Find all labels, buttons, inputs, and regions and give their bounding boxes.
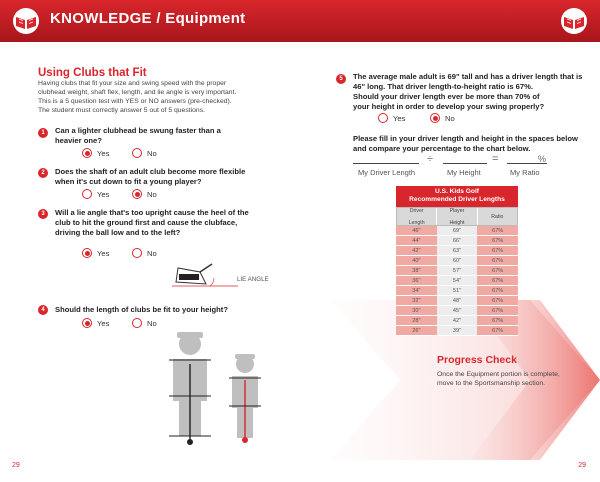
no-option[interactable] bbox=[430, 113, 455, 123]
header-word: Driver bbox=[409, 207, 424, 214]
driver-length-caption: My Driver Length bbox=[358, 168, 416, 177]
question-line: heavier one? bbox=[55, 136, 102, 145]
no-option[interactable] bbox=[132, 148, 157, 158]
height-caption: My Height bbox=[447, 168, 481, 177]
question-line: Should your driver length ever be more than 70% of bbox=[353, 92, 540, 101]
table-title-line: U.S. Kids Golf bbox=[435, 188, 479, 195]
radio-button[interactable] bbox=[132, 248, 142, 258]
intro-line: clubhead weight, shaft flex, length, and lie angle is very important. bbox=[38, 89, 237, 96]
column-header bbox=[437, 208, 477, 225]
option-label: No bbox=[147, 148, 157, 158]
yes-option[interactable] bbox=[378, 113, 405, 123]
book-icon bbox=[558, 7, 590, 35]
book-icon bbox=[10, 7, 42, 35]
page-header bbox=[0, 0, 600, 42]
page-number-left: 29 bbox=[12, 462, 20, 469]
instruction-line: and compare your percentage to the chart below. bbox=[353, 144, 531, 153]
table-cell: 67% bbox=[477, 286, 518, 295]
table-cell: 67% bbox=[477, 256, 518, 265]
table-cell: 34" bbox=[396, 286, 437, 295]
no-option[interactable] bbox=[132, 189, 157, 199]
intro-line: Having clubs that fit your size and swing speed with the proper bbox=[38, 80, 227, 87]
question-number: 3 bbox=[38, 209, 48, 219]
question-line: Should the length of clubs be fit to your height? bbox=[55, 305, 228, 314]
table-cell: 42" bbox=[396, 246, 437, 255]
table-cell: 32" bbox=[396, 296, 437, 305]
table-cell: 39" bbox=[437, 326, 478, 335]
question-line: your height in order to develop your swing properly? bbox=[353, 102, 545, 111]
question-line: Can a lighter clubhead be swung faster than a bbox=[55, 126, 221, 135]
question-text bbox=[55, 208, 249, 238]
lie-angle-label: LIE ANGLE bbox=[237, 276, 269, 283]
option-label: No bbox=[147, 318, 157, 328]
progress-line: Once the Equipment portion is complete, bbox=[437, 371, 560, 378]
height-input[interactable] bbox=[443, 163, 487, 164]
table-title bbox=[396, 186, 518, 207]
progress-line: move to the Sportsmanship section. bbox=[437, 380, 546, 387]
table-row bbox=[396, 256, 518, 266]
radio-button[interactable] bbox=[82, 189, 92, 199]
table-cell: 63" bbox=[437, 246, 478, 255]
intro-line: This is a 5 question test with YES or NO answers (pre-checked). bbox=[38, 98, 232, 105]
progress-check-title: Progress Check bbox=[437, 354, 517, 366]
radio-button[interactable] bbox=[82, 148, 92, 158]
table-cell: 67% bbox=[477, 276, 518, 285]
calc-instructions bbox=[353, 134, 578, 154]
option-label: Yes bbox=[97, 148, 110, 158]
table-row bbox=[396, 226, 518, 236]
question-line: 46" long. That driver length-to-height ratio is 67%. bbox=[353, 82, 533, 91]
option-label: Yes bbox=[97, 318, 110, 328]
no-option[interactable] bbox=[132, 318, 157, 328]
table-row bbox=[396, 286, 518, 296]
page-title: KNOWLEDGE / Equipment bbox=[50, 10, 246, 27]
table-cell: 67% bbox=[477, 306, 518, 315]
table-row bbox=[396, 236, 518, 246]
option-label: No bbox=[147, 248, 157, 258]
table-body bbox=[396, 226, 518, 336]
table-cell: 67% bbox=[477, 226, 518, 235]
radio-button[interactable] bbox=[378, 113, 388, 123]
progress-check-text bbox=[437, 370, 577, 388]
yes-option[interactable] bbox=[82, 248, 109, 258]
table-cell: 67% bbox=[477, 246, 518, 255]
table-cell: 57" bbox=[437, 266, 478, 275]
radio-button[interactable] bbox=[132, 318, 142, 328]
header-word: Length bbox=[408, 219, 425, 226]
radio-button[interactable] bbox=[82, 318, 92, 328]
radio-button[interactable] bbox=[132, 189, 142, 199]
question-text bbox=[353, 72, 582, 112]
column-header bbox=[397, 208, 437, 225]
question-line: club to hit the ground first and cause the clubface, bbox=[55, 218, 238, 227]
table-row bbox=[396, 306, 518, 316]
table-cell: 46" bbox=[396, 226, 437, 235]
table-cell: 51" bbox=[437, 286, 478, 295]
section-title: Using Clubs that Fit bbox=[38, 67, 147, 79]
question-line: The average male adult is 69" tall and has a driver length that is bbox=[353, 72, 583, 81]
table-cell: 44" bbox=[396, 236, 437, 245]
yes-option[interactable] bbox=[82, 189, 109, 199]
table-cell: 67% bbox=[477, 266, 518, 275]
table-cell: 67% bbox=[477, 316, 518, 325]
radio-button[interactable] bbox=[82, 248, 92, 258]
table-title-line: Recommended Driver Lengths bbox=[409, 196, 505, 203]
table-cell: 69" bbox=[437, 226, 478, 235]
table-cell: 67% bbox=[477, 326, 518, 335]
question-number: 4 bbox=[38, 305, 48, 315]
yes-option[interactable] bbox=[82, 318, 109, 328]
radio-button[interactable] bbox=[430, 113, 440, 123]
table-cell: 28" bbox=[396, 316, 437, 325]
yes-option[interactable] bbox=[82, 148, 109, 158]
table-cell: 54" bbox=[437, 276, 478, 285]
table-cell: 38" bbox=[396, 266, 437, 275]
column-header: Ratio bbox=[491, 213, 504, 220]
table-cell: 67% bbox=[477, 296, 518, 305]
radio-button[interactable] bbox=[132, 148, 142, 158]
question-number: 2 bbox=[38, 168, 48, 178]
table-cell: 48" bbox=[437, 296, 478, 305]
question-text bbox=[55, 305, 228, 315]
question-number: 5 bbox=[336, 74, 346, 84]
table-cell: 40" bbox=[396, 256, 437, 265]
table-cell: 66" bbox=[437, 236, 478, 245]
driver-length-table bbox=[396, 186, 518, 336]
table-cell: 36" bbox=[396, 276, 437, 285]
question-line: Does the shaft of an adult club become more flexible bbox=[55, 167, 246, 176]
question-text bbox=[55, 167, 245, 187]
table-cell: 30" bbox=[396, 306, 437, 315]
table-row bbox=[396, 276, 518, 286]
table-cell: 45" bbox=[437, 306, 478, 315]
intro-text bbox=[38, 79, 308, 115]
table-row bbox=[396, 246, 518, 256]
question-line: Will a lie angle that's too upright cause the heel of the bbox=[55, 208, 249, 217]
question-text bbox=[55, 126, 221, 146]
table-header-row bbox=[396, 207, 518, 226]
question-number: 1 bbox=[38, 128, 48, 138]
option-label: No bbox=[445, 113, 455, 123]
no-option[interactable] bbox=[132, 248, 157, 258]
option-label: No bbox=[147, 189, 157, 199]
golfer-height-illustration bbox=[165, 326, 285, 448]
instruction-line: Please fill in your driver length and height in the spaces below bbox=[353, 134, 578, 143]
table-cell: 60" bbox=[437, 256, 478, 265]
equals-sign: = bbox=[492, 153, 499, 165]
header-word: Player bbox=[449, 207, 465, 214]
option-label: Yes bbox=[97, 189, 110, 199]
header-word: Height bbox=[449, 219, 465, 226]
option-label: Yes bbox=[393, 113, 406, 123]
table-cell: 67% bbox=[477, 236, 518, 245]
percent-sign: % bbox=[538, 154, 547, 164]
question-line: when it's cut down to fit a young player? bbox=[55, 177, 202, 186]
table-row bbox=[396, 266, 518, 276]
driver-length-input[interactable] bbox=[353, 163, 419, 164]
intro-line: The student must correctly answer 5 out of 5 questions. bbox=[38, 107, 205, 114]
table-row bbox=[396, 316, 518, 326]
divide-sign: ÷ bbox=[427, 153, 434, 165]
option-label: Yes bbox=[97, 248, 110, 258]
question-line: driving the ball low and to the left? bbox=[55, 228, 181, 237]
table-cell: 42" bbox=[437, 316, 478, 325]
ratio-caption: My Ratio bbox=[510, 168, 540, 177]
table-cell: 26" bbox=[396, 326, 437, 335]
club-lie-angle-illustration bbox=[170, 262, 240, 298]
page-number-right: 29 bbox=[578, 462, 586, 469]
table-row bbox=[396, 326, 518, 336]
table-row bbox=[396, 296, 518, 306]
